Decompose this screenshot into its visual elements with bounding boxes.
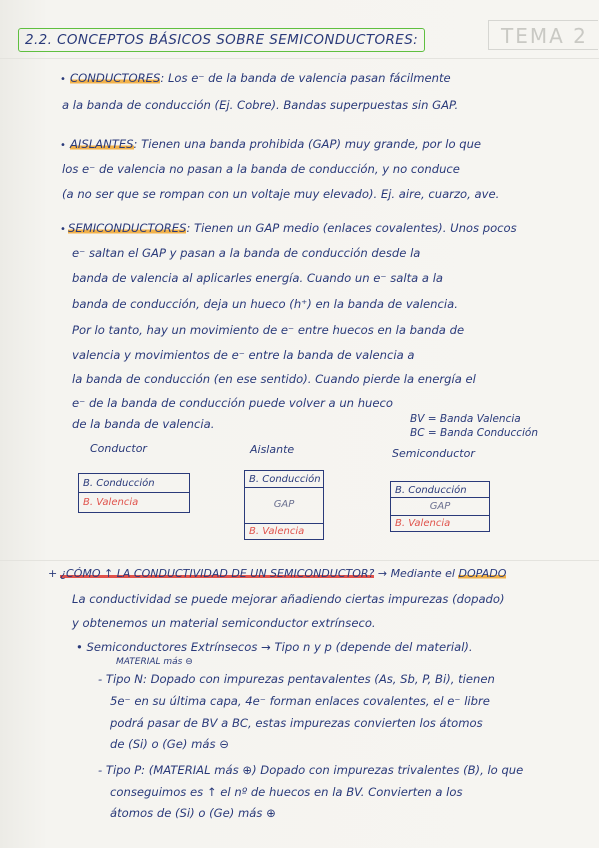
semiconductores-line-3: banda de valencia al aplicarles energía. Cuando un e⁻ salta a la: [72, 271, 444, 285]
section2-question: ¿CÓMO ↑ LA CONDUCTIVIDAD DE UN SEMICONDUCTOR?: [60, 567, 375, 580]
plus-icon: +: [48, 567, 58, 580]
tipo-n-line-2: 5e⁻ en su última capa, 4e⁻ forman enlaces covalentes, el e⁻ libre: [110, 694, 490, 708]
semiconductores-line-4: banda de conducción, deja un hueco (h⁺) en la banda de valencia.: [72, 297, 458, 311]
semiconductores-text: : Tienen un GAP medio (enlaces covalentes). Unos pocos: [186, 221, 517, 235]
conductores-line-2: a la banda de conducción (Ej. Cobre). Bandas superpuestas sin GAP.: [62, 98, 459, 112]
bullet-dot: •: [60, 74, 66, 85]
extrinsecos-line: • Semiconductores Extrínsecos → Tipo n y p (depende del material).: [76, 640, 473, 654]
conductor-band-diagram: [78, 473, 190, 513]
semiconductores-line-6: valencia y movimientos de e⁻ entre la banda de valencia a: [72, 348, 415, 362]
semiconductor-valence-band: B. Valencia: [391, 515, 489, 530]
legend-bc: BC = Banda Conducción: [410, 427, 539, 439]
material-note: MATERIAL más ⊖: [116, 657, 193, 667]
semiconductor-conduction-band: B. Conducción: [391, 483, 489, 498]
conductor-valence-band: B. Valencia: [83, 497, 139, 508]
semiconductor-gap: GAP: [429, 501, 451, 512]
semiconductores-line-2: e⁻ saltan el GAP y pasan a la banda de conducción desde la: [72, 246, 421, 260]
aislantes-line-2: los e⁻ de valencia no pasan a la banda de conducción, y no conduce: [62, 162, 460, 176]
conductores-text: : Los e⁻ de la banda de valencia pasan fácilmente: [160, 71, 451, 85]
section2-answer-lead: → Mediante el: [374, 567, 459, 580]
aislantes-text: : Tienen una banda prohibida (GAP) muy grande, por lo que: [133, 137, 482, 151]
diagram-label-semiconductor: Semiconductor: [392, 447, 475, 460]
tipo-p-line-2: conseguimos es ↑ el nº de huecos en la BV. Convierten a los: [110, 785, 463, 799]
tipo-p-line-3: átomos de (Si) o (Ge) más ⊕: [110, 806, 276, 820]
legend-bv: BV = Banda Valencia: [410, 413, 521, 425]
aislantes-term: AISLANTES: [70, 137, 134, 151]
rule-line: [0, 58, 599, 59]
tipo-n-line-1: - Tipo N: Dopado con impurezas pentavalentes (As, Sb, P, Bi), tienen: [98, 672, 495, 686]
diagram-label-aislante: Aislante: [250, 443, 295, 456]
section2-line-1: La conductividad se puede mejorar añadiendo ciertas impurezas (dopado): [72, 592, 505, 606]
tipo-p-line-1: - Tipo P: (MATERIAL más ⊕) Dopado con impurezas trivalentes (B), lo que: [98, 763, 524, 777]
conductor-conduction-band: B. Conducción: [79, 475, 189, 493]
section2-answer-term: DOPADO: [458, 567, 507, 580]
bullet-dot: •: [60, 140, 66, 151]
aislantes-line-3: (a no ser que se rompan con un voltaje muy elevado). Ej. aire, cuarzo, ave.: [62, 187, 500, 201]
semiconductor-band-diagram: [390, 481, 490, 532]
semiconductores-line-7: la banda de conducción (en ese sentido). Cuando pierde la energía el: [72, 372, 476, 386]
aislante-band-diagram: [244, 470, 324, 540]
conductores-line-1: [70, 71, 451, 86]
page-title: 2.2. CONCEPTOS BÁSICOS SOBRE SEMICONDUCTORES:: [18, 28, 425, 52]
section2-line-2: y obtenemos un material semiconductor extrínseco.: [72, 616, 376, 630]
aislante-valence-band: B. Valencia: [245, 523, 323, 539]
semiconductores-term: SEMICONDUCTORES: [68, 221, 187, 235]
bullet-dot: •: [60, 224, 66, 235]
semiconductores-line-9: de la banda de valencia.: [72, 417, 215, 431]
rule-line: [0, 560, 599, 561]
aislante-gap: GAP: [273, 499, 295, 510]
corner-tag: TEMA 2: [488, 20, 598, 50]
semiconductores-line-1: [68, 221, 517, 236]
tipo-n-line-3: podrá pasar de BV a BC, estas impurezas convierten los átomos: [110, 716, 483, 730]
conductores-term: CONDUCTORES: [70, 71, 161, 85]
tipo-n-line-4: de (Si) o (Ge) más ⊖: [110, 737, 229, 751]
section2-heading: [48, 566, 506, 581]
aislante-conduction-band: B. Conducción: [245, 472, 323, 488]
semiconductores-line-8: e⁻ de la banda de conducción puede volver a un hueco: [72, 396, 393, 410]
aislantes-line-1: [70, 137, 481, 152]
diagram-label-conductor: Conductor: [90, 442, 147, 455]
semiconductores-line-5: Por lo tanto, hay un movimiento de e⁻ entre huecos en la banda de: [72, 323, 465, 337]
